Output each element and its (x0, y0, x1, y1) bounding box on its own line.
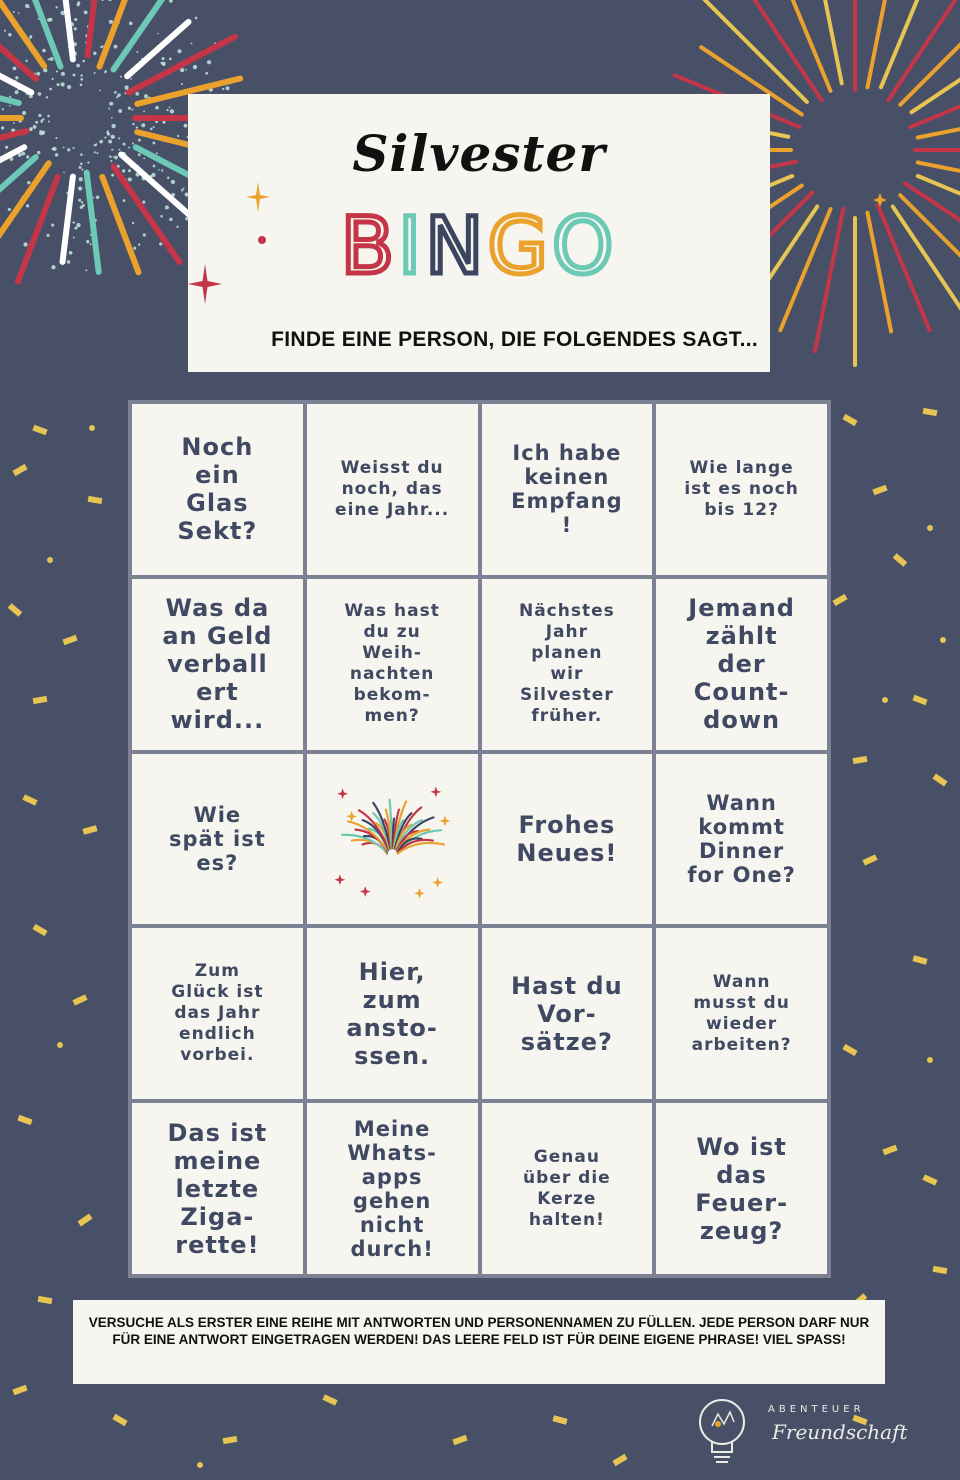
bingo-cell[interactable] (480, 752, 655, 927)
lightbulb-logo-icon (694, 1394, 750, 1466)
cell-text: Hast du Vor- sätze? (511, 971, 623, 1056)
bingo-cell[interactable] (130, 577, 305, 752)
title-silvester: Silvester (352, 124, 606, 183)
bingo-cell[interactable] (480, 1101, 655, 1276)
firework-icon (329, 769, 456, 909)
bingo-cell[interactable] (480, 926, 655, 1101)
logo (694, 1394, 908, 1466)
bingo-cell[interactable] (305, 926, 480, 1101)
cell-text: Wie lange ist es noch bis 12? (684, 457, 799, 520)
bingo-letter-i: I (398, 202, 426, 292)
bingo-letter-o: O (551, 202, 618, 292)
cell-text: Wie spät ist es? (168, 802, 266, 875)
bingo-cell[interactable] (480, 577, 655, 752)
bingo-cell[interactable] (305, 1101, 480, 1276)
cell-text: Was da an Geld verball ert wird... (162, 594, 273, 735)
bingo-cell[interactable] (130, 402, 305, 577)
bingo-cell[interactable] (305, 577, 480, 752)
sparkle-icon (439, 815, 450, 826)
dot-icon (258, 236, 266, 244)
cell-text: Wo ist das Feuer- zeug? (695, 1132, 789, 1245)
bingo-letter-g: G (487, 202, 552, 292)
sparkle-icon (432, 877, 443, 888)
instruction-subtitle: FINDE EINE PERSON, DIE FOLGENDES SAGT... (271, 328, 758, 351)
cell-text: Wann kommt Dinner for One? (687, 790, 796, 887)
sparkle-icon (346, 811, 357, 822)
cell-text: Meine Whats- apps gehen nicht durch! (347, 1116, 437, 1261)
bingo-cell[interactable] (130, 752, 305, 927)
cell-text: Genau über die Kerze halten! (523, 1146, 611, 1230)
bingo-grid (128, 400, 831, 1278)
cell-text: Jemand zählt der Count- down (688, 594, 795, 735)
bingo-cell[interactable] (480, 402, 655, 577)
bingo-cell[interactable] (130, 1101, 305, 1276)
firework-center (805, 100, 905, 200)
sparkle-icon (334, 874, 345, 885)
firework-burst (334, 786, 450, 898)
bingo-cell[interactable] (654, 402, 829, 577)
cell-text: Weisst du noch, das eine Jahr... (335, 457, 450, 520)
cell-text: Was hast du zu Weih- nachten bekom- men? (344, 601, 440, 727)
bingo-cell[interactable] (654, 1101, 829, 1276)
bingo-cell[interactable] (654, 752, 829, 927)
logo-text-bottom: Freundschaft (772, 1420, 908, 1444)
cell-text: Frohes Neues! (516, 810, 618, 867)
cell-text: Nächstes Jahr planen wir Silvester früher. (518, 601, 615, 727)
bingo-letter-b: B (340, 202, 399, 292)
title-bingo (188, 202, 770, 292)
cell-text: Noch ein Glas Sekt? (177, 433, 258, 546)
bingo-cell[interactable] (654, 926, 829, 1101)
cell-text: Das ist meine letzte Ziga- rette! (167, 1118, 268, 1259)
firework-center (50, 88, 110, 148)
cell-text: Hier, zum ansto- ssen. (346, 957, 438, 1070)
sparkle-icon (430, 786, 441, 797)
sparkle-icon (337, 788, 348, 799)
free-cell[interactable] (305, 752, 480, 927)
bingo-cell[interactable] (130, 926, 305, 1101)
sparkle-icon (360, 886, 371, 897)
bingo-cell[interactable] (305, 402, 480, 577)
cell-text: Ich habe keinen Empfang ! (511, 441, 623, 538)
sparkle-icon (414, 888, 425, 899)
cell-text: Wann musst du wieder arbeiten? (691, 971, 792, 1055)
sparkle-icon (246, 182, 270, 212)
sparkle-icon (188, 264, 222, 304)
instructions-box: VERSUCHE ALS ERSTER EINE REIHE MIT ANTWORTEN UND PERSONENNAMEN ZU FÜLLEN. JEDE PERSON DARF NUR FÜR EINE ANTWORT EINGETRAGEN WERDEN! DAS LEERE FELD IST FÜR DEINE EIGENE PHRASE! VIEL SPASS! (73, 1300, 885, 1384)
cell-text: Zum Glück ist das Jahr endlich vorbei. (171, 961, 264, 1066)
title-card (188, 94, 770, 372)
logo-text-top: ABENTEUER (768, 1404, 865, 1415)
bingo-letter-n: N (425, 202, 488, 292)
bingo-cell[interactable] (654, 577, 829, 752)
